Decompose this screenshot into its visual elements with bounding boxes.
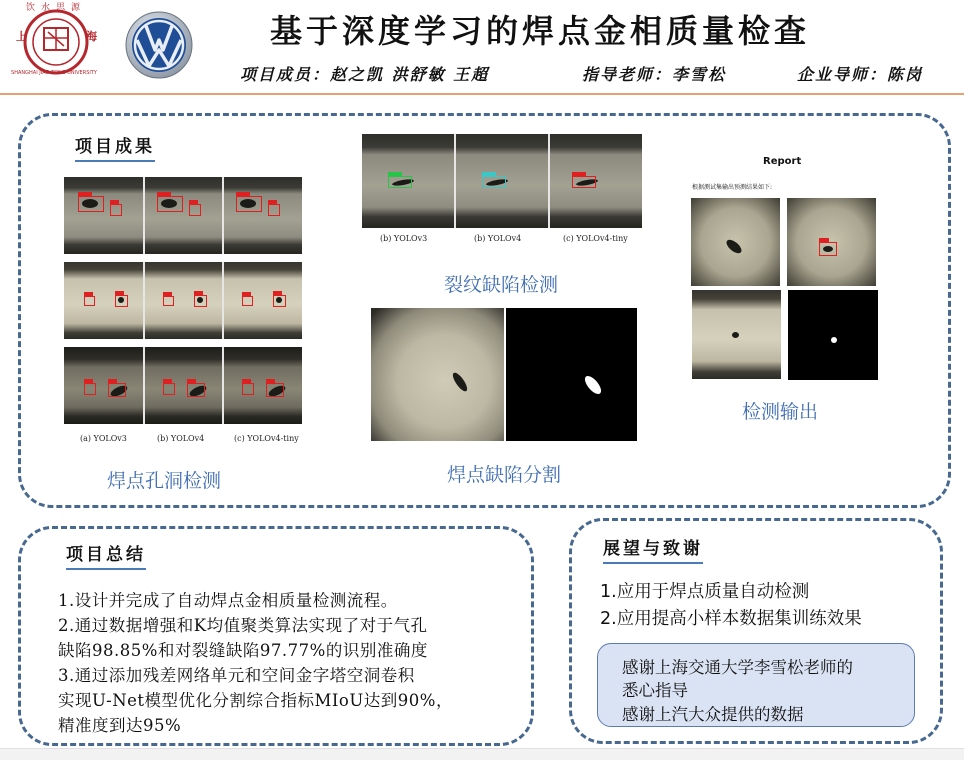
summary-section-title: 项目总结 (66, 540, 146, 570)
summary-line-6: 精准度到达95% (58, 716, 182, 735)
thanks-line-3: 感谢上汽大众提供的数据 (622, 705, 804, 724)
svg-text:海: 海 (86, 30, 97, 43)
hole-detection-figure (64, 177, 302, 431)
report-title: Report (763, 156, 802, 167)
crack-sublabel-c: (c) YOLOv4-tiny (563, 234, 628, 243)
hole-sublabel-a: (a) YOLOv3 (80, 434, 127, 443)
segmentation-mask-image (506, 308, 637, 441)
thanks-line-1: 感谢上海交通大学李雪松老师的 (622, 658, 853, 677)
outlook-section-title: 展望与致谢 (603, 534, 703, 564)
segmentation-caption: 焊点缺陷分割 (447, 464, 562, 486)
summary-line-2: 2.通过数据增强和K均值聚类算法实现了对于气孔 (58, 616, 428, 635)
vw-logo (124, 10, 194, 80)
project-members: 项目成员：赵之凯 洪舒敏 王超 (240, 65, 490, 84)
page-title: 基于深度学习的焊点金相质量检查 (270, 12, 811, 50)
outlook-item-2: 2.应用提高小样本数据集训练效果 (600, 609, 862, 629)
results-section-title: 项目成果 (75, 132, 155, 162)
crack-detection-figure (362, 134, 642, 228)
crack-sublabel-a: (b) YOLOv3 (380, 234, 428, 243)
university-motto: 饮水思源 (26, 3, 87, 13)
hole-row-2 (64, 262, 302, 339)
crack-detection-caption: 裂纹缺陷检测 (444, 274, 559, 296)
university-name: SHANGHAI JIAO TONG UNIVERSITY (11, 70, 97, 76)
bottom-strip (0, 748, 964, 760)
hole-row-3 (64, 347, 302, 424)
thanks-line-2: 悉心指导 (622, 681, 688, 700)
enterprise-mentor: 企业导师：陈岗 (797, 65, 924, 84)
hole-sublabel-b: (b) YOLOv4 (157, 434, 205, 443)
detection-output-caption: 检测输出 (742, 401, 819, 423)
hole-row-1 (64, 177, 302, 254)
report-detection-image (787, 198, 876, 286)
outlook-item-1: 1.应用于焊点质量自动检测 (600, 582, 810, 602)
segmentation-input-image (371, 308, 504, 441)
summary-line-5: 实现U-Net模型优化分割综合指标MIoU达到90%， (58, 691, 453, 710)
hole-sublabel-c: (c) YOLOv4-tiny (234, 434, 299, 443)
hole-detection-caption: 焊点孔洞检测 (107, 470, 222, 492)
report-input-image (691, 198, 780, 286)
crack-sublabel-b: (b) YOLOv4 (474, 234, 522, 243)
report-subtitle: 根据测试集输出预测结果如下: (692, 184, 773, 191)
report-weld-image (692, 290, 781, 379)
summary-line-4: 3.通过添加残差网络单元和空间金字塔空洞卷积 (58, 666, 415, 685)
svg-text:上: 上 (16, 30, 27, 43)
header-divider (0, 93, 964, 95)
advisor: 指导老师：李雪松 (582, 65, 727, 84)
report-mask-image (788, 290, 878, 380)
summary-line-3: 缺陷98.85%和对裂缝缺陷97.77%的识别准确度 (58, 641, 428, 660)
summary-line-1: 1.设计并完成了自动焊点金相质量检测流程。 (58, 591, 398, 610)
